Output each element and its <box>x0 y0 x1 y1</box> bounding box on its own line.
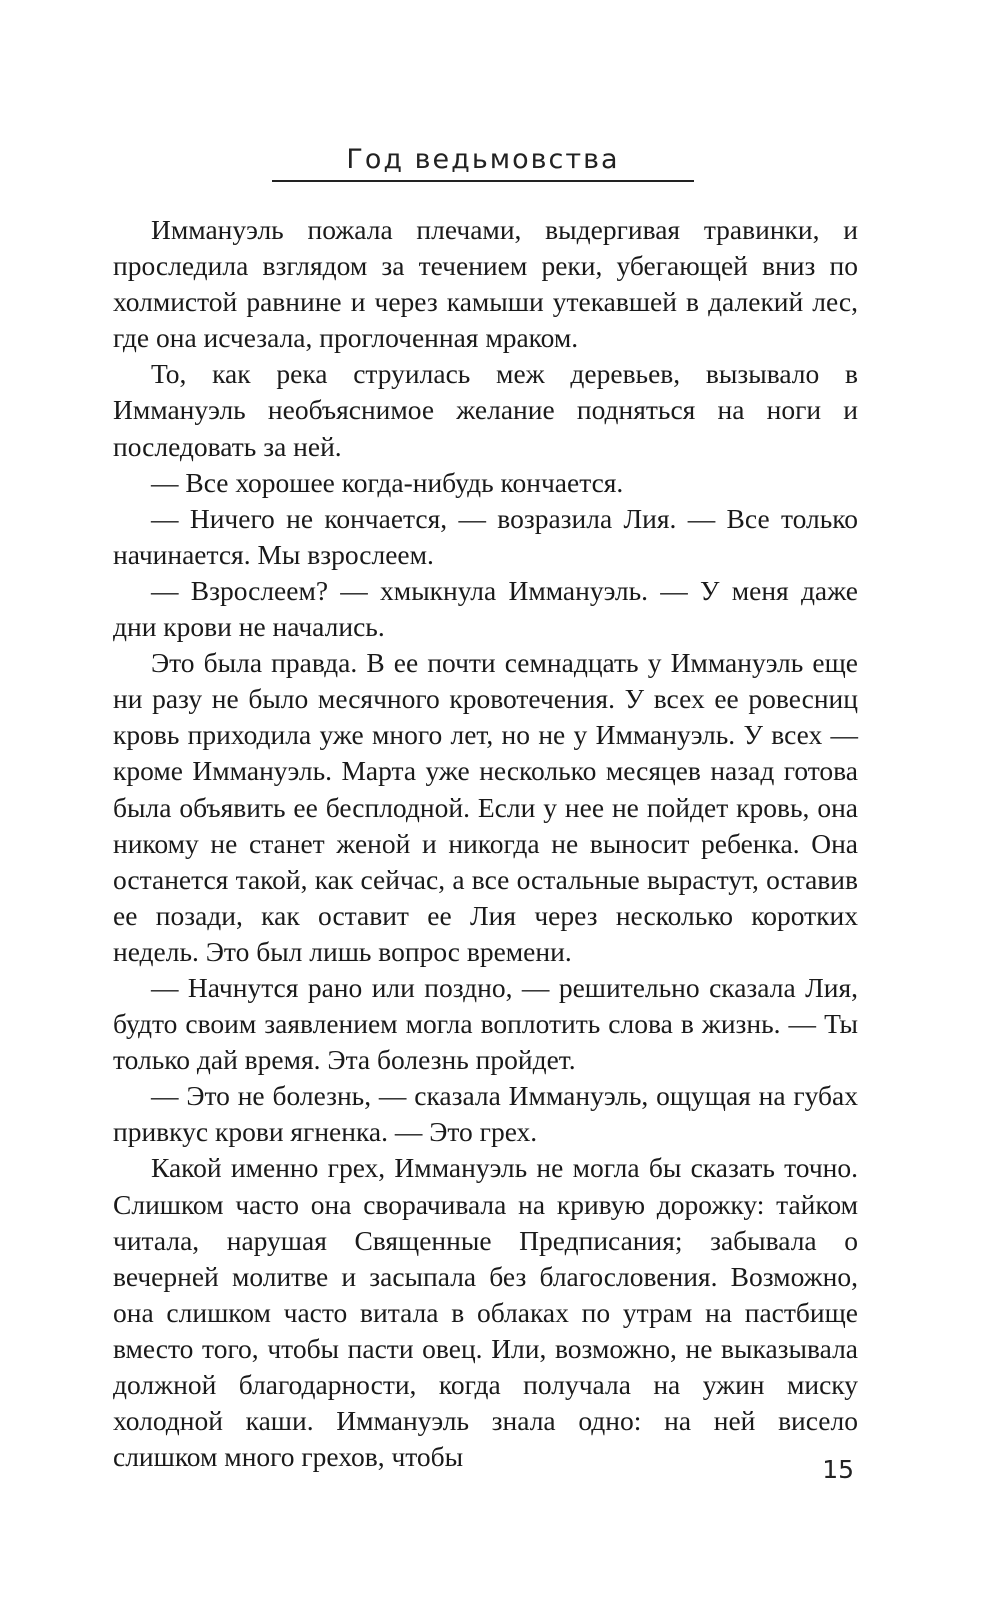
paragraph: — Взрослеем? — хмыкнула Иммануэль. — У меня даже дни крови не начались. <box>113 574 858 643</box>
body-text <box>113 212 858 1475</box>
paragraph: Это была правда. В ее почти семнадцать у Иммануэль еще ни разу не было месячного кровотечения. У всех ее ровесниц кровь приходила уже много лет, но не у Иммануэль. У всех — кроме Иммануэль. Марта уже несколько месяцев назад готова была объявить ее бесплодной. Если у нее не пойдет кровь, она никому не станет женой и никогда не выносит ребенка. Она останется такой, как сейчас, а все остальные вырастут, оставив ее позади, как оставит ее Лия через несколько коротких недель. Это был лишь вопрос времени. <box>113 647 858 967</box>
running-head: Год ведьмовства <box>346 144 620 175</box>
paragraph: Какой именно грех, Иммануэль не могла бы сказать точно. Слишком часто она сворачивала на кривую дорожку: тайком читала, нарушая Священные Предписания; забывала о вечерней молитве и засыпала без благословения. Возможно, она слишком часто витала в облаках по утрам на пастбище вместо того, чтобы пасти овец. Или, возможно, не выказывала должной благодарности, когда получала на ужин миску холодной каши. Иммануэль знала одно: на ней висело слишком много грехов, чтобы <box>113 1152 858 1473</box>
paragraph: — Это не болезнь, — сказала Иммануэль, ощущая на губах привкус крови ягненка. — Это грех. <box>113 1080 858 1148</box>
header-rule <box>272 180 694 182</box>
paragraph: — Начнутся рано или поздно, — решительно сказала Лия, будто своим заявлением могла воплотить слова в жизнь. — Ты только дай время. Эта болезнь пройдет. <box>113 971 858 1076</box>
paragraph: — Все хорошее когда-нибудь кончается. <box>151 466 624 498</box>
page-number: 15 <box>822 1455 854 1484</box>
paragraph: Иммануэль пожала плечами, выдергивая травинки, и проследила взглядом за течением реки, убегающей вниз по холмистой равнине и через камыши утекавшей в далекий лес, где она исчезала, проглоченная мраком. <box>113 214 858 354</box>
paragraph: То, как река струилась меж деревьев, вызывало в Иммануэль необъяснимое желание подняться на ноги и последовать за ней. <box>113 358 858 462</box>
paragraph: — Ничего не кончается, — возразила Лия. — Все только начинается. Мы взрослеем. <box>113 502 858 570</box>
